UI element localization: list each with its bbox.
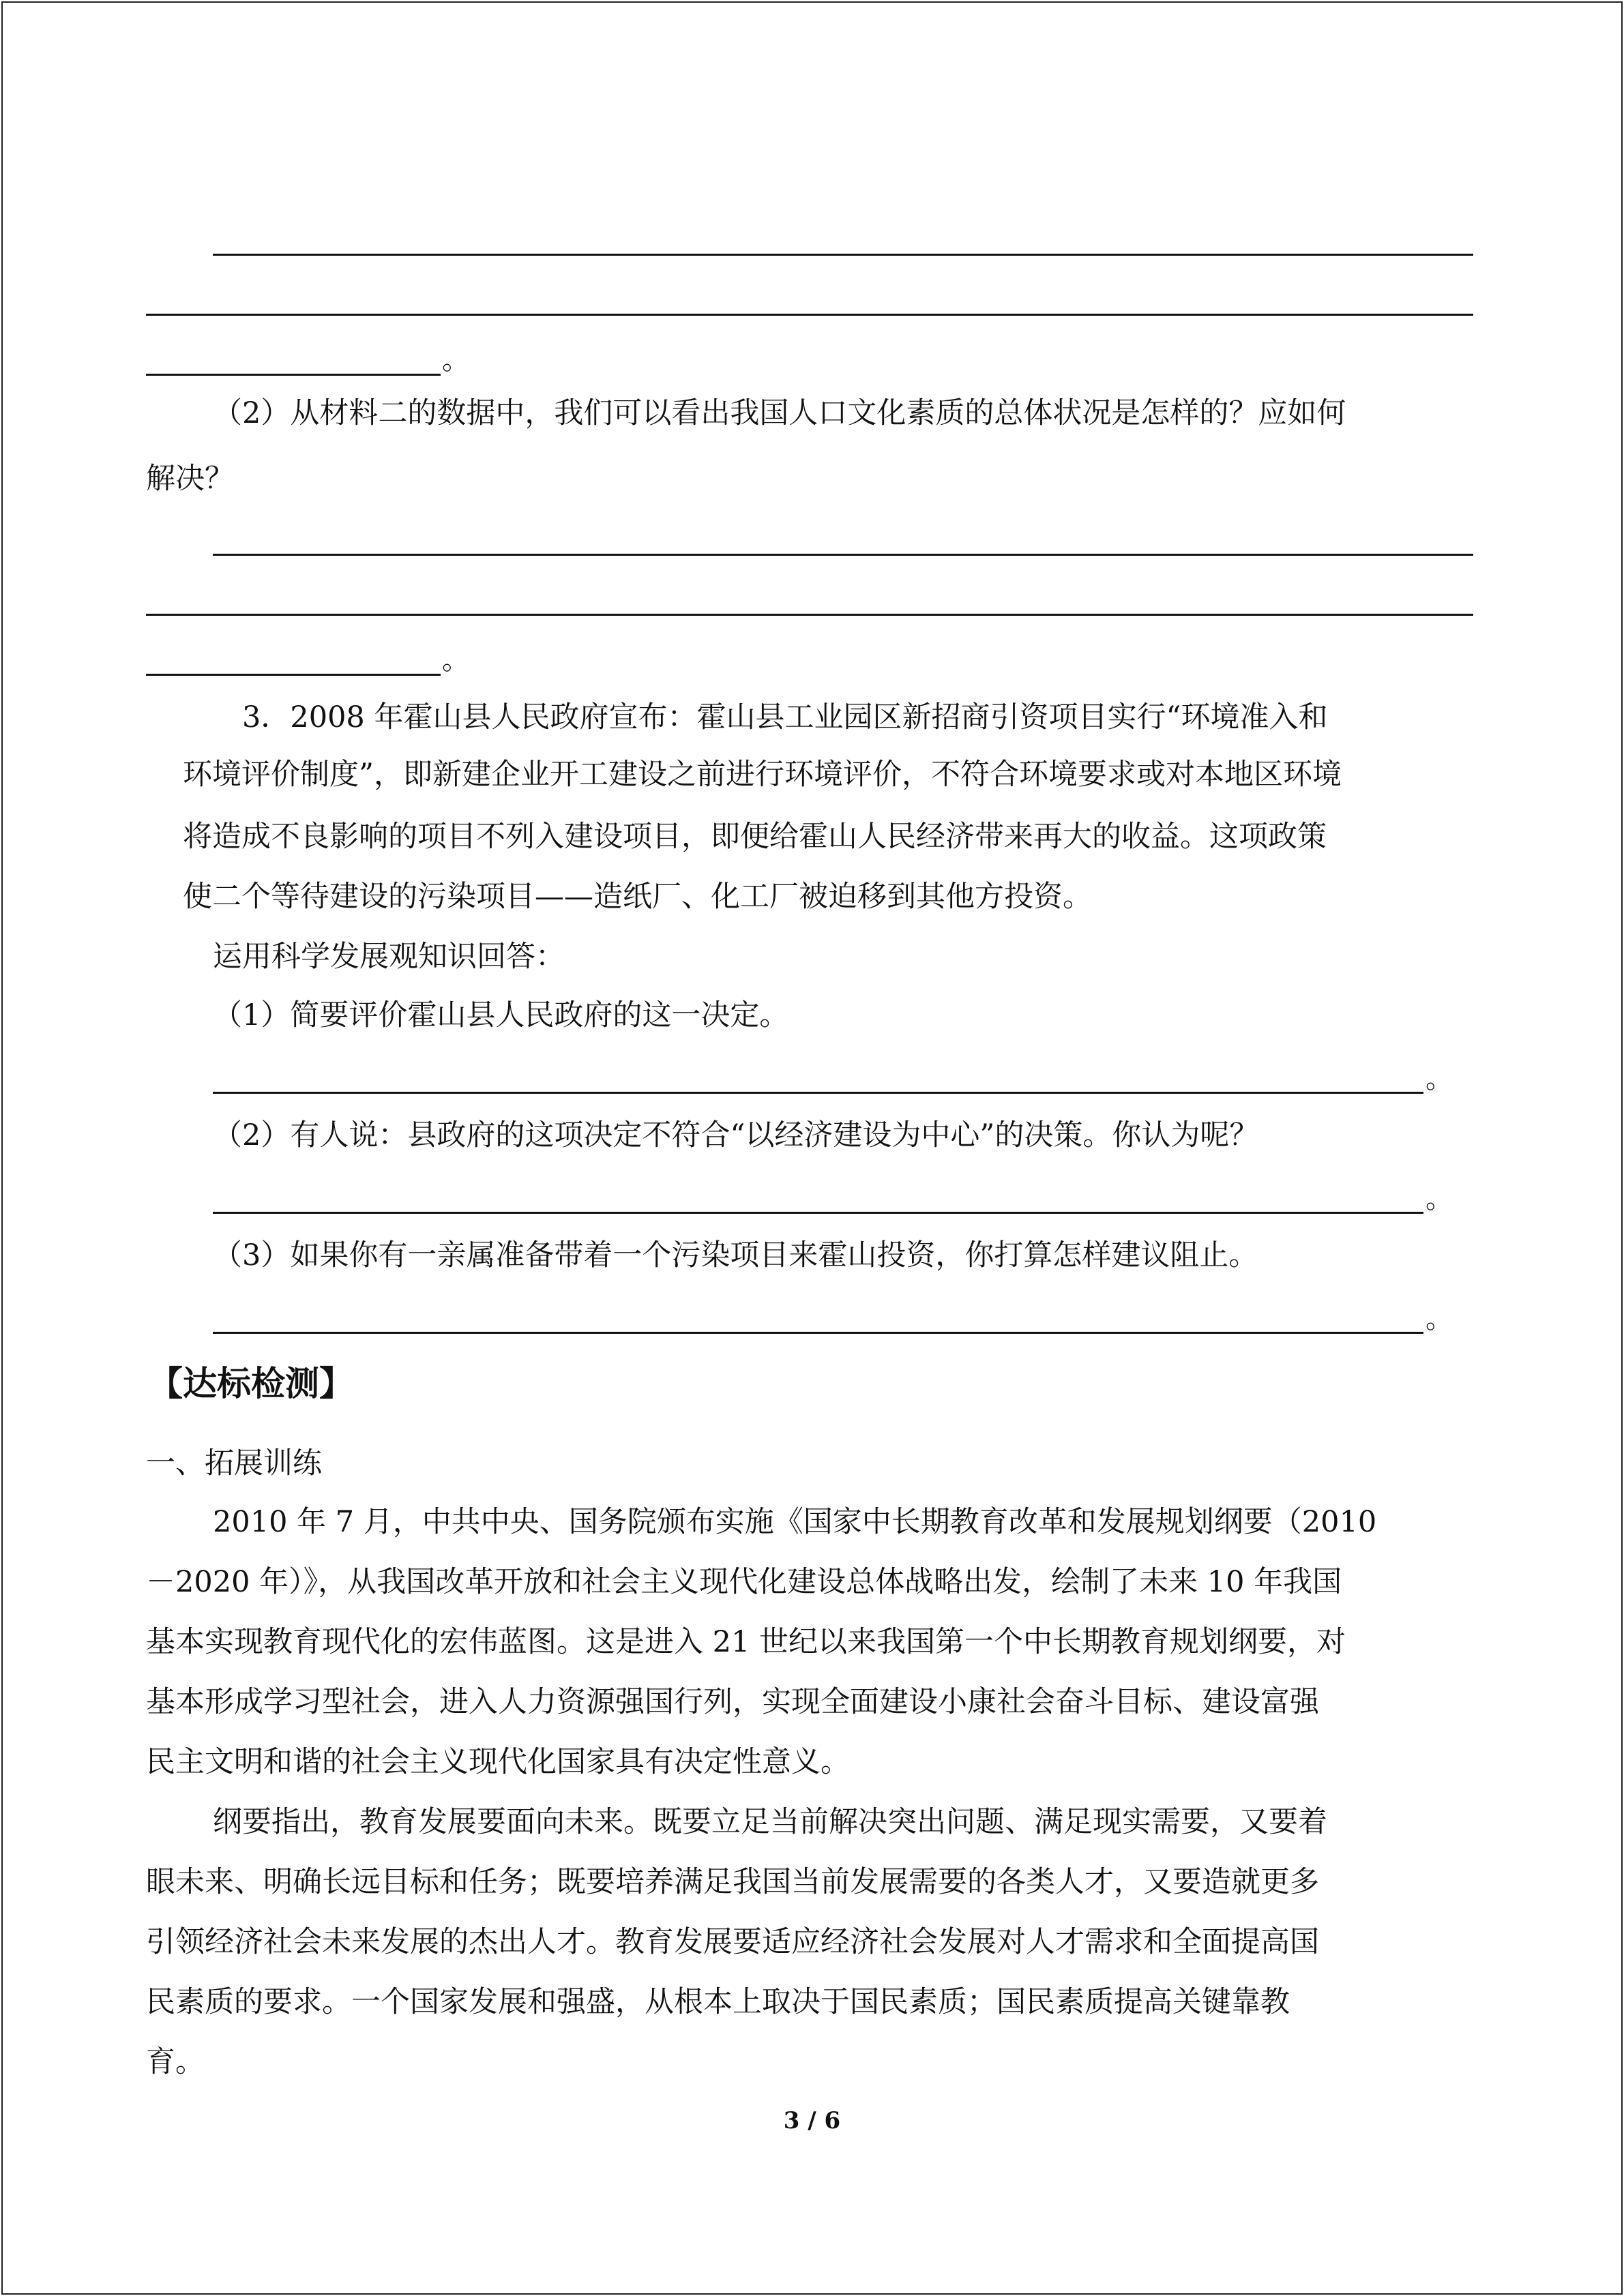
question-3-line-1: 3．2008 年霍山县人民政府宣布：霍山县工业园区新招商引资项目实行“环境准入和 — [242, 700, 1328, 734]
answer-line[interactable] — [146, 674, 441, 676]
answer-line[interactable] — [213, 254, 1473, 256]
paragraph-2-line-3: 引领经济社会未来发展的杰出人才。教育发展要适应经济社会发展对人才需求和全面提高国 — [146, 1925, 1319, 1959]
question-3-line-3: 将造成不良影响的项目不列入建设项目，即便给霍山人民经济带来再大的收益。这项政策 — [183, 820, 1327, 854]
period-mark: 。 — [1426, 1303, 1453, 1335]
paragraph-1-line-5: 民主文明和谐的社会主义现代化国家具有决定性意义。 — [146, 1745, 850, 1779]
answer-line[interactable] — [146, 614, 1473, 616]
question-3-sub-2: （2）有人说：县政府的这项决定不符合“以经济建设为中心”的决策。你认为呢？ — [213, 1118, 1259, 1152]
period-mark: 。 — [442, 644, 469, 676]
answer-line[interactable] — [213, 554, 1473, 556]
paragraph-2-line-2: 眼未来、明确长远目标和任务；既要培养满足我国当前发展需要的各类人才，又要造就更多 — [146, 1865, 1319, 1899]
paragraph-1-line-4: 基本形成学习型社会，进入人力资源强国行列，实现全面建设小康社会奋斗目标、建设富强 — [146, 1685, 1319, 1719]
answer-line[interactable] — [213, 1212, 1423, 1214]
period-mark: 。 — [1426, 1183, 1453, 1214]
question-3-sub-3: （3）如果你有一亲属准备带着一个污染项目来霍山投资，你打算怎样建议阻止。 — [213, 1238, 1258, 1272]
page-number: 3 / 6 — [783, 2107, 841, 2134]
paragraph-2-line-4: 民素质的要求。一个国家发展和强盛，从根本上取决于国民素质；国民素质提高关键靠教 — [146, 1985, 1290, 2019]
answer-line[interactable] — [146, 314, 1473, 316]
answer-line[interactable] — [213, 1092, 1423, 1094]
paragraph-1-line-1: 2010 年 7 月，中共中央、国务院颁布实施《国家中长期教育改革和发展规划纲要（2010 — [213, 1505, 1377, 1539]
question-2-line-2: 解决？ — [146, 462, 234, 496]
question-3-instruction: 运用科学发展观知识回答： — [213, 940, 565, 974]
question-2-line-1: （2）从材料二的数据中，我们可以看出我国人口文化素质的总体状况是怎样的？应如何 — [213, 396, 1346, 430]
period-mark: 。 — [442, 344, 469, 376]
paragraph-1-line-3: 基本实现教育现代化的宏伟蓝图。这是进入 21 世纪以来我国第一个中长期教育规划纲要，对 — [146, 1625, 1346, 1659]
paragraph-2-line-1: 纲要指出，教育发展要面向未来。既要立足当前解决突出问题、满足现实需要，又要着 — [213, 1805, 1327, 1839]
answer-line[interactable] — [213, 1332, 1423, 1334]
paragraph-2-line-5: 育。 — [146, 2045, 205, 2079]
period-mark: 。 — [1426, 1063, 1453, 1094]
question-3-line-4: 使二个等待建设的污染项目——造纸厂、化工厂被迫移到其他方投资。 — [183, 880, 1092, 914]
section-heading: 【达标检测】 — [149, 1363, 353, 1403]
section-sub-heading: 一、拓展训练 — [146, 1446, 322, 1480]
question-3-line-2: 环境评价制度”，即新建企业开工建设之前进行环境评价，不符合环境要求或对本地区环境 — [183, 758, 1342, 792]
question-3-sub-1: （1）简要评价霍山县人民政府的这一决定。 — [213, 998, 789, 1032]
paragraph-1-line-2: －2020 年）》，从我国改革开放和社会主义现代化建设总体战略出发，绘制了未来 10 年我国 — [146, 1565, 1342, 1599]
answer-line[interactable] — [146, 374, 441, 376]
